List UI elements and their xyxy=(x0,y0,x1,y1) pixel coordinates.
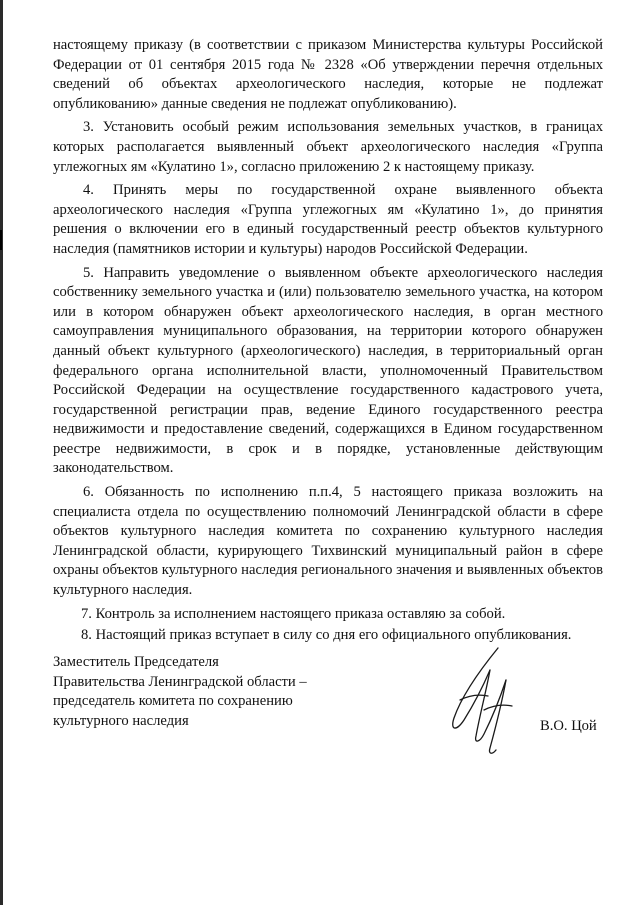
signatory-title xyxy=(53,653,353,731)
signatory-title-line-2: Правительства Ленинградской области – xyxy=(53,673,307,690)
paragraph-item-7: 7. Контроль за исполнением настоящего приказа оставляю за собой. xyxy=(81,605,506,622)
signatory-title-line-3: председатель комитета по сохранению xyxy=(53,693,293,710)
paragraph-item-5: 5. Направить уведомление о выявленном объекте археологического наследия собственнику земельного участка и (или) пользователю земельного участка, на котором или в котором обнаружен объект археологического наследия, в орган местного самоуправления муниципального образования, на территории которого обнаружен данный объект культурного (археологического) наследия, в территориальный орган федерального органа исполнительной власти, уполномоченный Правительством Российской Федерации на осуществление государственного кадастрового учета, государственной регистрации прав, ведение Единого государственного реестра недвижимости и предоставление сведений, содержащихся в Едином государственном реестре недвижимости, в срок и в порядке, установленные действующим законодательством. xyxy=(53,264,603,477)
signatory-title-line-1: Заместитель Председателя xyxy=(53,654,219,670)
paragraph-item-4: 4. Принять меры по государственной охране выявленного объекта археологического наследия «Группа углежогных ям «Кулатино 1», до принятия решения о включении его в единый государственный реестр объектов культурного наследия (памятников истории и культуры) народов Российской Федерации. xyxy=(53,182,603,257)
signatory-name: В.О. Цой xyxy=(540,718,597,734)
signatory-title-line-4: культурного наследия xyxy=(53,712,189,729)
paragraph-item-3: 3. Установить особый режим использования земельных участков, в границах которых располагается выявленный объект археологического наследия «Группа углежогных ям «Кулатино 1», согласно приложению 2 к настоящему приказу. xyxy=(53,119,603,175)
order-body xyxy=(53,36,603,648)
paragraph-item-6: 6. Обязанность по исполнению п.п.4, 5 настоящего приказа возложить на специалиста отдела по осуществлению полномочий Ленинградской области в сфере объектов культурного наследия комитета по сохранению культурного наследия Ленинградской области, курирующего Тихвинский муниципальный район в сфере охраны объектов культурного наследия регионального значения и выявленных объектов культурного наследия. xyxy=(53,484,603,599)
paragraph-continuation: настоящему приказу (в соответствии с приказом Министерства культуры Российской Федерации от 01 сентября 2015 года № 2328 «Об утверждении перечня отдельных сведений об объектах археологического наследия, которые не подлежат опубликованию» данные сведения не подлежат опубликованию). xyxy=(53,37,603,112)
scan-edge-mark xyxy=(0,230,2,250)
handwritten-signature xyxy=(440,640,530,760)
paragraph-item-8: 8. Настоящий приказ вступает в силу со дня его официального опубликования. xyxy=(81,627,572,644)
scan-edge-shadow xyxy=(0,0,3,905)
